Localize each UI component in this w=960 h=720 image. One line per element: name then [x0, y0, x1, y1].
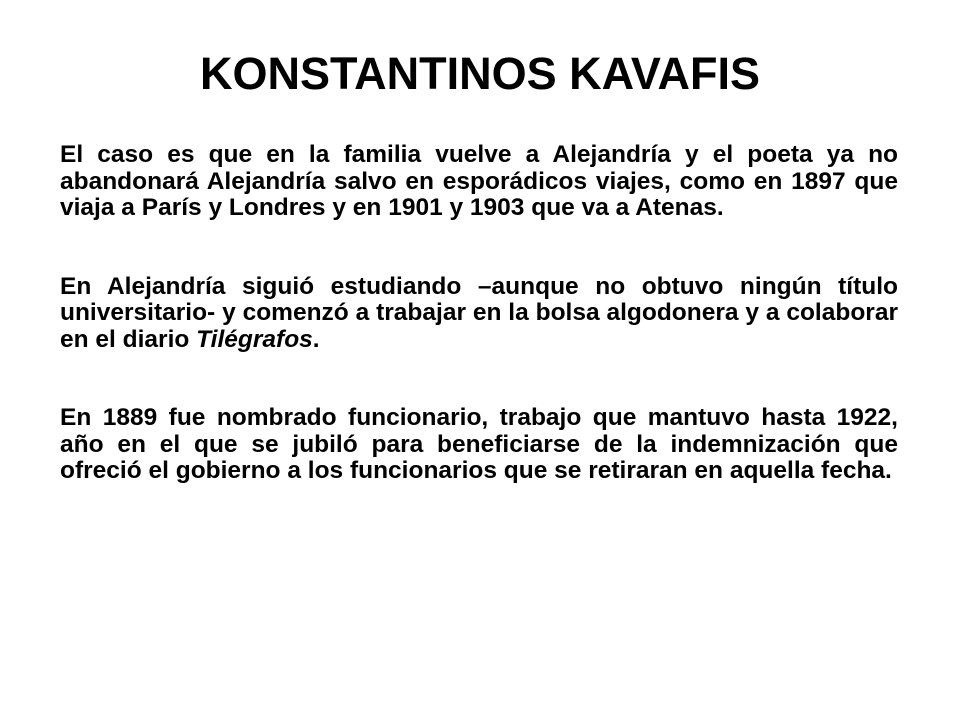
paragraph-1 — [60, 142, 898, 222]
paragraph-3 — [60, 405, 898, 485]
paragraph-2-text-before: En Alejandría siguió estudiando –aunque no obtuvo ningún título universitario- y comenzó a trabajar en la bolsa algodonera y a colaborar en el diario — [60, 272, 898, 353]
paragraph-1-text: El caso es que en la familia vuelve a Alejandría y el poeta ya no abandonará Alejandría salvo en esporádicos viajes, como en 1897 que viaja a París y Londres y en 1901 y 1903 que va a Atenas. — [60, 141, 898, 221]
newspaper-name: Tilégrafos — [196, 325, 313, 353]
paragraph-3-text: En 1889 fue nombrado funcionario, trabajo que mantuvo hasta 1922, año en el que se jubiló para beneficiarse de la indemnización que ofreció el gobierno a los funcionarios que se retiraran en aquella fecha. — [60, 404, 898, 484]
slide-title: KONSTANTINOS KAVAFIS — [200, 48, 760, 99]
paragraph-2-text-after: . — [312, 325, 320, 353]
slide-body — [60, 142, 898, 485]
paragraph-2 — [60, 274, 898, 354]
